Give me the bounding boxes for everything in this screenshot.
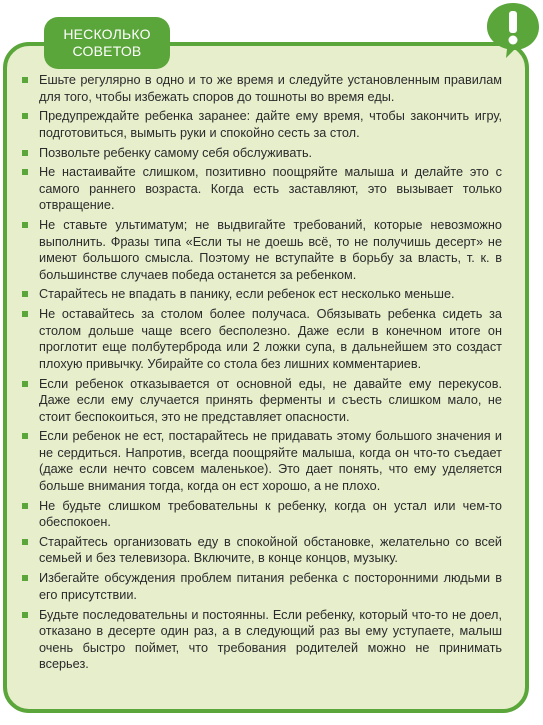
bullet-icon xyxy=(22,612,28,618)
bullet-icon xyxy=(22,150,28,156)
exclamation-icon xyxy=(483,0,543,60)
bullet-icon xyxy=(22,77,28,83)
bullet-icon xyxy=(22,311,28,317)
list-item xyxy=(22,498,502,531)
tip-text: Не оставайтесь за столом более получаса. Обязывать ребенка сидеть за столом дольше чаще всего бесполезно. Даже если в конечном итоге он проглотит еще полбутерброда или 2 ложки супа, в дальнейшем это создаст плохую привычку. Убирайте со стола без лишних комментариев. xyxy=(39,307,502,371)
tip-text: Не будьте слишком требовательны к ребенку, когда он устал или чем-то обеспокоен. xyxy=(39,498,502,530)
list-item xyxy=(22,534,502,567)
list-item xyxy=(22,376,502,426)
bullet-icon xyxy=(22,291,28,297)
title-line-1: НЕСКОЛЬКО xyxy=(63,26,151,42)
tip-text: Ешьте регулярно в одно и то же время и следуйте установленным правилам для того, чтобы избежать споров до тошноты во время еды. xyxy=(39,73,502,104)
list-item xyxy=(22,72,502,105)
list-item xyxy=(22,217,502,283)
tip-text: Позвольте ребенку самому себя обслуживать. xyxy=(39,145,313,160)
title-tab xyxy=(44,17,170,69)
bullet-icon xyxy=(22,503,28,509)
list-item xyxy=(22,607,502,673)
tip-text: Если ребенок отказывается от основной еды, не давайте ему перекусов. Даже если ему случается принять ферменты и съесть слишком мало, не стоит беспокоиться, это не представляет опасности. xyxy=(39,376,502,424)
tip-text: Не ставьте ультиматум; не выдвигайте требований, которые невозможно выполнить. Фразы типа «Если ты не доешь всё, то не получишь десерт» не имеют большого смысла. Поэтому не вступайте в борьбу за власть, т. к. в большинстве случаев победа останется за ребенком. xyxy=(39,218,502,282)
bullet-icon xyxy=(22,539,28,545)
list-item xyxy=(22,286,502,303)
list-item xyxy=(22,108,502,141)
tip-text: Если ребенок не ест, постарайтесь не придавать этому большого значения и не сердиться. Напротив, всегда поощряйте малыша, когда он что-то съедает (даже если нечто совсем маленькое). Это дает понять, что ему уделяется больше внимания тогда, когда он ест хорошо, а не плохо. xyxy=(39,429,502,493)
list-item xyxy=(22,570,502,603)
bullet-icon xyxy=(22,169,28,175)
tip-text: Не настаивайте слишком, позитивно поощряйте малыша и делайте это с самого раннего возраста. Когда есть заставляют, это вызывает только отвращение. xyxy=(39,165,502,213)
list-item xyxy=(22,145,502,162)
tip-text: Предупреждайте ребенка заранее: дайте ему время, чтобы закончить игру, подготовиться, вымыть руки и спокойно сесть за стол. xyxy=(39,109,502,140)
title-line-2: СОВЕТОВ xyxy=(72,43,142,59)
tip-text: Будьте последовательны и постоянны. Если ребенку, который что-то не доел, отказано в десерте один раз, а в следующий раз вы ему уступаете, малыш очень быстро поймет, что требования родителей можно не принимать всерьез. xyxy=(39,607,502,672)
list-item xyxy=(22,306,502,372)
tip-text: Старайтесь организовать еду в спокойной обстановке, желательно со всей семьей и без телевизора. Включите, в конце концов, музыку. xyxy=(39,534,502,566)
bullet-icon xyxy=(22,222,28,228)
tips-list xyxy=(22,72,502,676)
bullet-icon xyxy=(22,575,28,581)
tip-text: Старайтесь не впадать в панику, если ребенок ест несколько меньше. xyxy=(39,287,455,302)
bullet-icon xyxy=(22,381,28,387)
bullet-icon xyxy=(22,433,28,439)
list-item xyxy=(22,428,502,494)
list-item xyxy=(22,164,502,214)
tip-text: Избегайте обсуждения проблем питания ребенка с посторонними людьми в его присутствии. xyxy=(39,571,502,602)
bullet-icon xyxy=(22,113,28,119)
